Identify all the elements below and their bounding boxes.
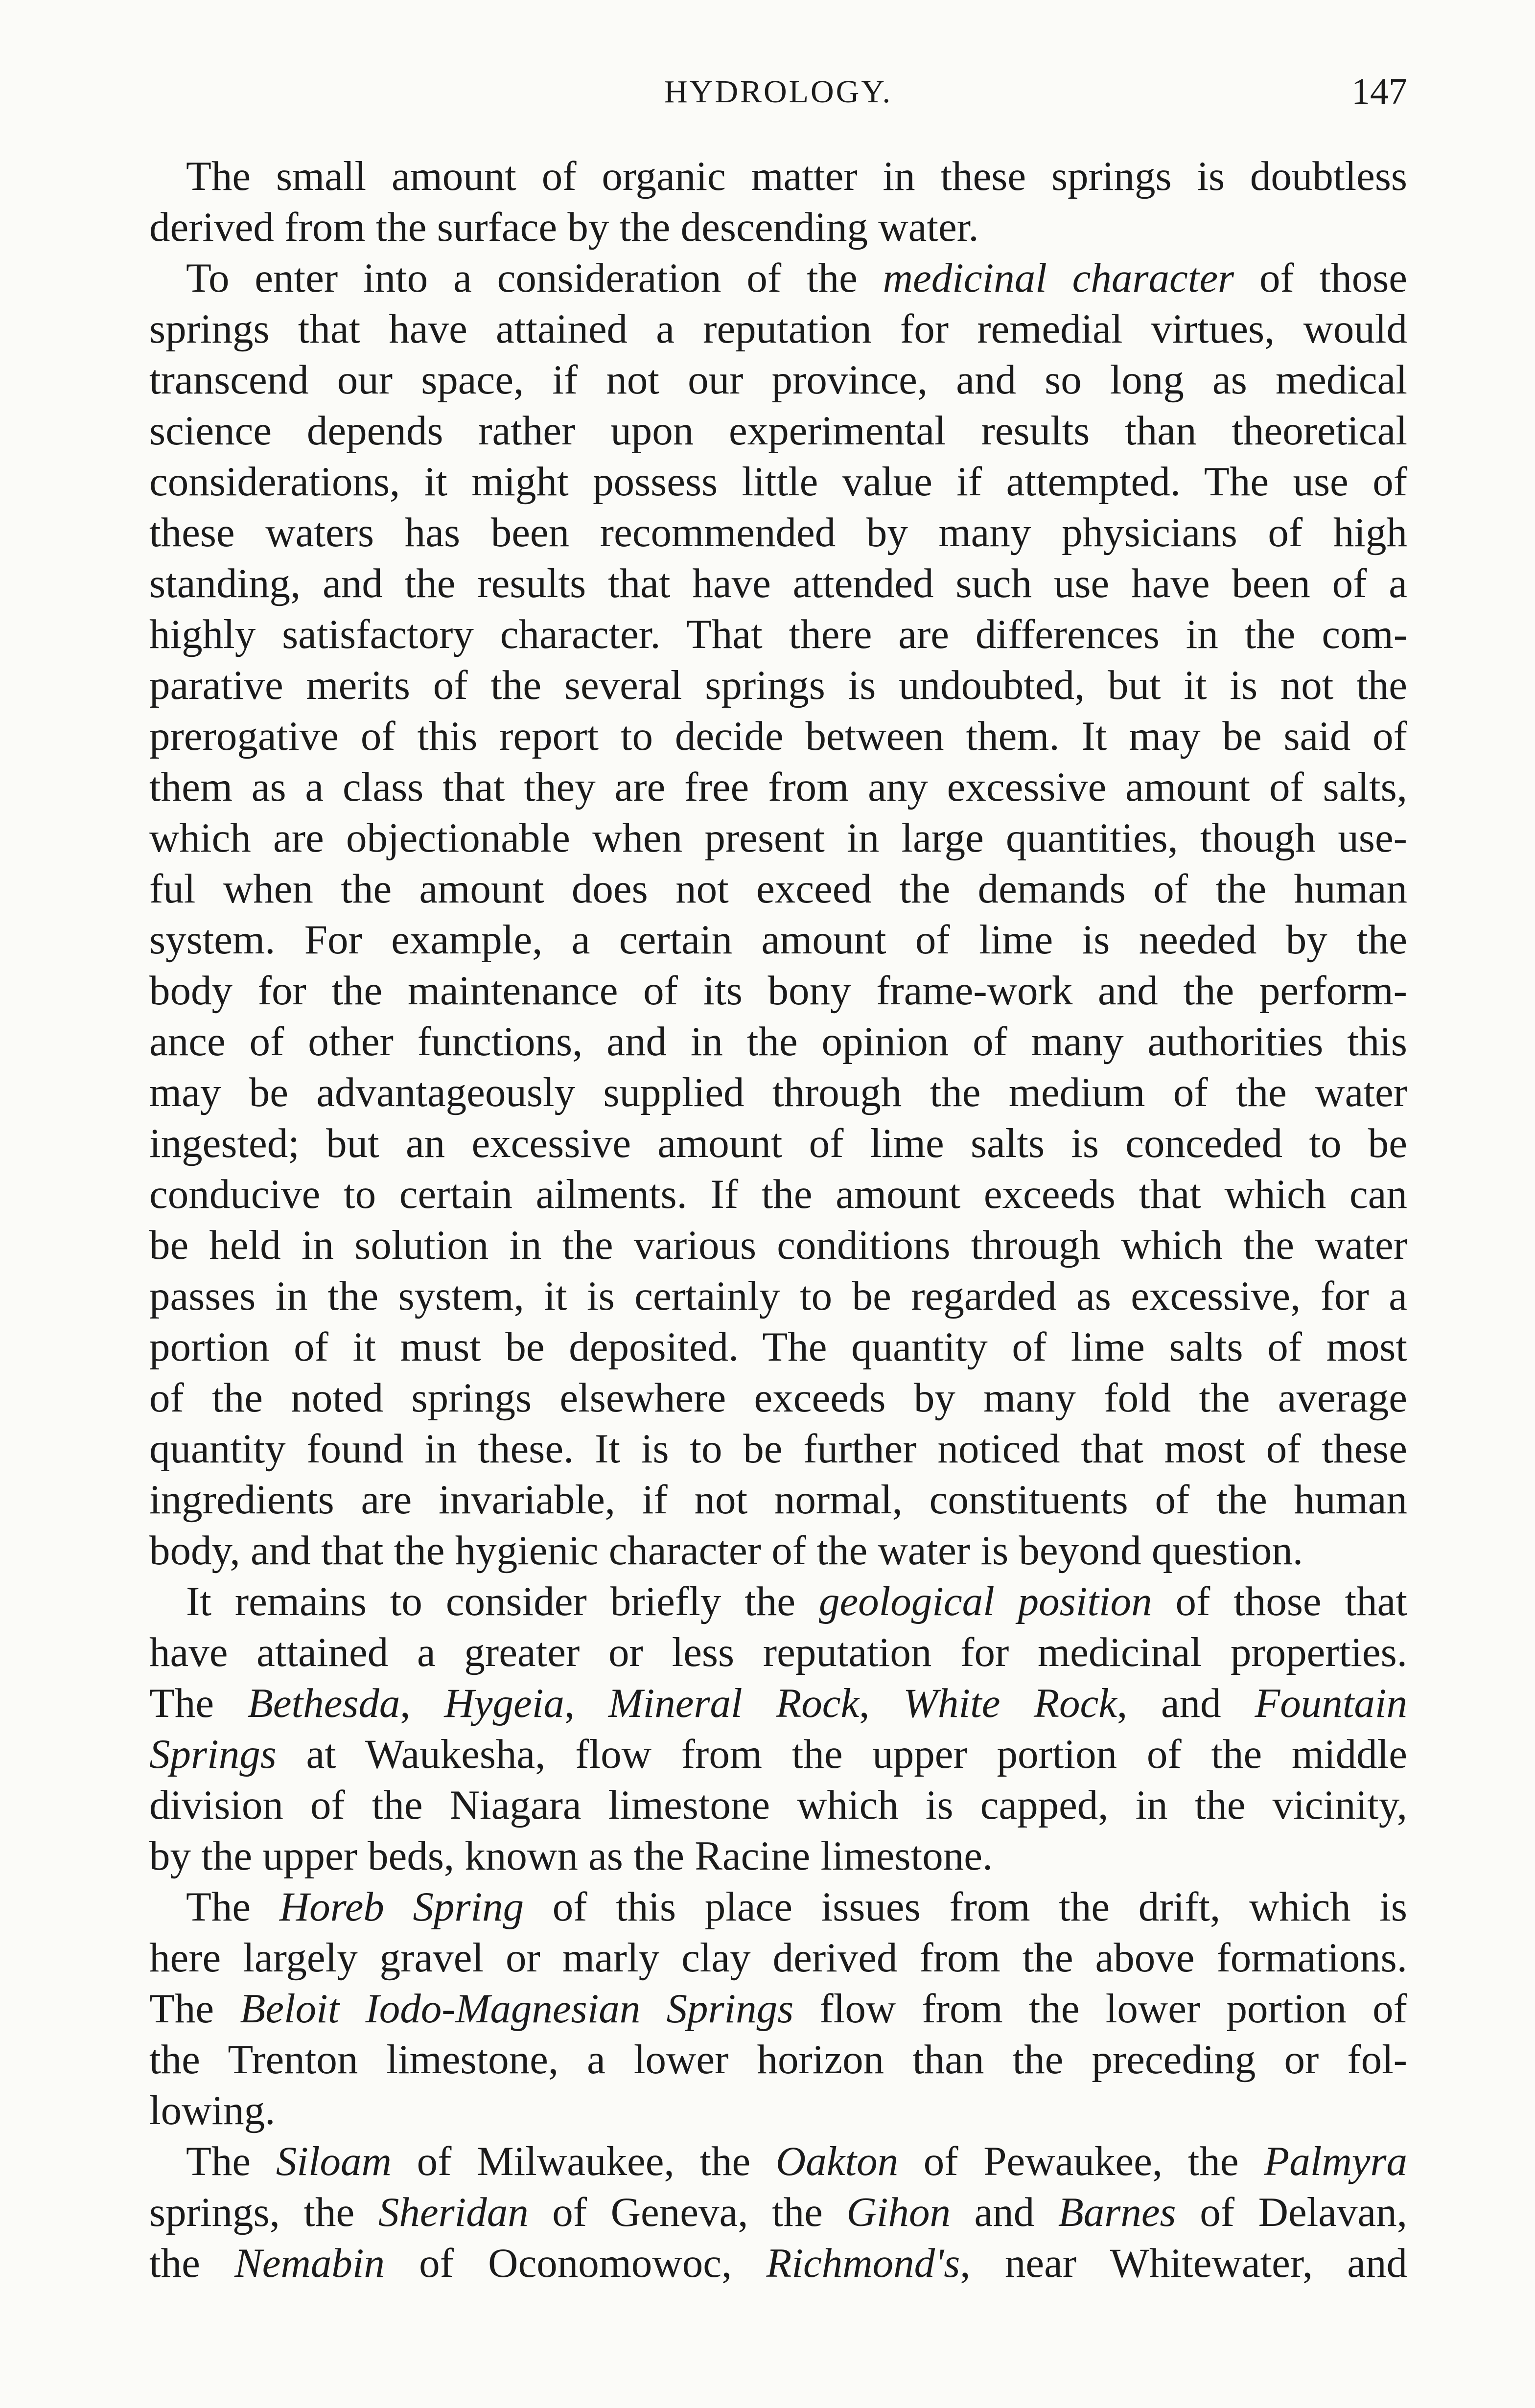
text-line: these waters has been recommended by many physicians of high: [149, 509, 1407, 556]
italic-term: Nemabin: [234, 2240, 385, 2286]
text-line: here largely gravel or marly clay derived from the above formations.: [149, 1935, 1407, 1981]
italic-term: Gihon: [846, 2189, 951, 2235]
italic-term: Sheridan: [378, 2189, 529, 2235]
text-line: The small amount of organic matter in these springs is doubtless: [186, 153, 1407, 199]
italic-term: Beloit Iodo-Magnesian Springs: [240, 1986, 794, 2032]
text-line: prerogative of this report to decide between them. It may be said of: [149, 713, 1407, 759]
italic-term: Siloam: [276, 2138, 392, 2184]
text-line: by the upper beds, known as the Racine limestone.: [149, 1833, 993, 1879]
text-line: derived from the surface by the descending water.: [149, 204, 979, 250]
text-line: parative merits of the several springs is undoubted, but it is not the: [149, 662, 1407, 708]
italic-term: Richmond's: [766, 2240, 960, 2286]
text-line: considerations, it might possess little value if attempted. The use of: [149, 459, 1407, 505]
text-line: lowing.: [149, 2087, 276, 2133]
text-line: division of the Niagara limestone which is capped, in the vicinity,: [149, 1782, 1407, 1828]
text-line: ance of other functions, and in the opinion of many authorities this: [149, 1019, 1407, 1065]
running-title: HYDROLOGY.: [664, 74, 892, 110]
text-line: of the noted springs elsewhere exceeds by many fold the average: [149, 1375, 1407, 1421]
paragraph: [149, 151, 1407, 253]
body-text: [149, 151, 1407, 2289]
italic-term: Barnes: [1058, 2189, 1176, 2235]
text-line: body, and that the hygienic character of the water is beyond question.: [149, 1528, 1303, 1574]
text-line: The Beloit Iodo-Magnesian Springs flow from the lower portion of: [149, 1986, 1407, 2032]
text-line: conducive to certain ailments. If the amount exceeds that which can: [149, 1171, 1407, 1217]
text-line: It remains to consider briefly the geological position of those that: [186, 1578, 1407, 1624]
paragraph: [149, 1576, 1407, 1881]
italic-term: Springs: [149, 1731, 277, 1777]
italic-term: geological position: [818, 1578, 1152, 1624]
text-line: To enter into a consideration of the medicinal character of those: [186, 255, 1407, 301]
paragraph: [149, 2136, 1407, 2289]
paragraph: [149, 253, 1407, 1576]
italic-term: Hygeia: [444, 1680, 564, 1726]
text-line: which are objectionable when present in large quantities, though use-: [149, 815, 1407, 861]
text-line: highly satisfactory character. That there are differences in the com-: [149, 611, 1407, 657]
italic-term: medicinal character: [883, 255, 1234, 301]
text-line: transcend our space, if not our province, and so long as medical: [149, 357, 1407, 403]
italic-term: Horeb Spring: [279, 1884, 524, 1930]
text-line: ingested; but an excessive amount of lime salts is conceded to be: [149, 1120, 1407, 1166]
text-line: science depends rather upon experimental results than theoretical: [149, 408, 1407, 454]
text-line: springs, the Sheridan of Geneva, the Gihon and Barnes of Delavan,: [149, 2189, 1408, 2235]
text-line: springs that have attained a reputation for remedial virtues, would: [149, 306, 1407, 352]
text-line: The Siloam of Milwaukee, the Oakton of Pewaukee, the Palmyra: [186, 2138, 1408, 2184]
text-line: ful when the amount does not exceed the demands of the human: [149, 866, 1407, 912]
paragraph: [149, 1881, 1407, 2136]
italic-term: Oakton: [775, 2138, 899, 2184]
text-line: body for the maintenance of its bony frame-work and the perform-: [149, 968, 1407, 1014]
text-line: Springs at Waukesha, flow from the upper portion of the middle: [149, 1731, 1407, 1777]
text-line: the Trenton limestone, a lower horizon than the preceding or fol-: [149, 2037, 1407, 2083]
italic-term: Palmyra: [1264, 2138, 1408, 2184]
italic-term: White Rock: [903, 1680, 1117, 1726]
text-line: The Bethesda, Hygeia, Mineral Rock, White Rock, and Fountain: [149, 1680, 1408, 1726]
text-line: standing, and the results that have attended such use have been of a: [149, 560, 1407, 606]
text-line: may be advantageously supplied through the medium of the water: [149, 1069, 1407, 1115]
italic-term: Mineral Rock: [608, 1680, 860, 1726]
text-line: The Horeb Spring of this place issues from the drift, which is: [186, 1884, 1407, 1930]
text-line: ingredients are invariable, if not normal, constituents of the human: [149, 1477, 1407, 1523]
italic-term: Fountain: [1255, 1680, 1408, 1726]
text-line: them as a class that they are free from any excessive amount of salts,: [149, 764, 1407, 810]
text-line: passes in the system, it is certainly to be regarded as excessive, for a: [149, 1273, 1407, 1319]
text-line: have attained a greater or less reputation for medicinal properties.: [149, 1629, 1407, 1675]
text-line: portion of it must be deposited. The quantity of lime salts of most: [149, 1324, 1407, 1370]
text-line: quantity found in these. It is to be further noticed that most of these: [149, 1426, 1407, 1472]
page-header: [149, 73, 1407, 127]
text-line: the Nemabin of Oconomowoc, Richmond's, near Whitewater, and: [149, 2240, 1407, 2286]
text-line: system. For example, a certain amount of lime is needed by the: [149, 917, 1407, 963]
italic-term: Bethesda: [247, 1680, 400, 1726]
page-number: 147: [1351, 71, 1407, 112]
text-line: be held in solution in the various conditions through which the water: [149, 1222, 1407, 1268]
